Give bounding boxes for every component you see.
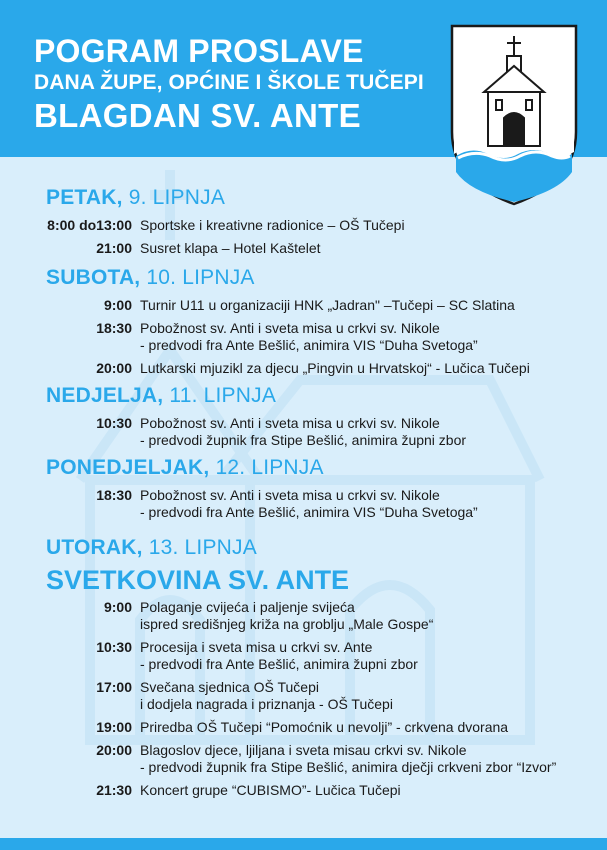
list-item [0, 599, 607, 633]
footer-bar [0, 838, 607, 850]
event-time: 21:00 [96, 240, 132, 256]
list-item [0, 639, 607, 673]
event-time: 17:00 [96, 679, 132, 695]
list-item [0, 742, 607, 776]
event-time: 9:00 [103, 599, 132, 615]
event-line: ispred središnjeg križa na groblju „Male Gospe“ [140, 616, 434, 632]
list-item [0, 719, 607, 736]
event-description [140, 217, 607, 234]
page-title [34, 34, 444, 134]
list-item [0, 240, 607, 257]
event-time: 20:00 [96, 742, 132, 758]
event-description [140, 599, 607, 633]
event-description [140, 679, 607, 713]
event-line: Turnir U11 u organizaciji HNK „Jadran" –Tučepi – SC Slatina [140, 297, 515, 313]
event-line: - predvodi župnik fra Stipe Bešlić, animira župni zbor [140, 432, 467, 448]
event-time: 9:00 [103, 297, 132, 313]
list-item [0, 360, 607, 377]
event-line: - predvodi fra Ante Bešlić, animira VIS “Duha Svetoga” [140, 337, 478, 353]
day-heading [46, 383, 607, 409]
event-description [140, 360, 607, 377]
event-time: 10:30 [96, 415, 132, 431]
event-description [140, 719, 607, 736]
event-description [140, 639, 607, 673]
event-time: 10:30 [96, 639, 132, 655]
event-line: Polaganje cvijeća i paljenje svijeća [140, 599, 355, 615]
title-line-3: BLAGDAN SV. ANTE [34, 97, 361, 134]
event-line: - predvodi fra Ante Bešlić, animira župni zbor [140, 656, 418, 672]
list-item [0, 782, 607, 799]
day-name: UTORAK, [46, 536, 143, 559]
list-item [0, 679, 607, 713]
event-description [140, 782, 607, 799]
event-time: 8:00 do13:00 [47, 217, 132, 233]
list-item [0, 297, 607, 314]
event-line: Koncert grupe “CUBISMO”- Lučica Tučepi [140, 782, 401, 798]
event-description [140, 742, 607, 776]
program-schedule [0, 185, 607, 805]
day-date: 9. LIPNJA [122, 186, 226, 209]
list-item [0, 217, 607, 234]
event-time: 21:30 [96, 782, 132, 798]
day-name: PETAK, [46, 186, 123, 209]
event-line: Svečana sjednica OŠ Tučepi [140, 679, 319, 695]
event-line: - predvodi župnik fra Stipe Bešlić, animira dječji crkveni zbor “Izvor” [140, 759, 557, 775]
event-line: Pobožnost sv. Anti i sveta misa u crkvi sv. Nikole [140, 320, 440, 336]
event-line: Sportske i kreativne radionice – OŠ Tučepi [140, 217, 405, 233]
list-item [0, 487, 607, 521]
event-description [140, 487, 607, 521]
event-description [140, 240, 607, 257]
event-time: 20:00 [96, 360, 132, 376]
event-description [140, 320, 607, 354]
church-shield-icon [448, 22, 580, 208]
event-line: Susret klapa – Hotel Kaštelet [140, 240, 321, 256]
day-name: SUBOTA, [46, 266, 141, 289]
day-date: 11. LIPNJA [163, 384, 277, 407]
event-line: - predvodi fra Ante Bešlić, animira VIS “Duha Svetoga” [140, 504, 478, 520]
day-date: 13. LIPNJA [142, 536, 257, 559]
day-date: 12. LIPNJA [209, 456, 324, 479]
event-description [140, 297, 607, 314]
day-date: 10. LIPNJA [140, 266, 255, 289]
event-line: Blagoslov djece, ljiljana i sveta misau crkvi sv. Nikole [140, 742, 467, 758]
day-name: PONEDJELJAK, [46, 456, 210, 479]
event-line: Pobožnost sv. Anti i sveta misa u crkvi sv. Nikole [140, 487, 440, 503]
event-line: i dodjela nagrada i priznanja - OŠ Tučepi [140, 696, 393, 712]
event-line: Pobožnost sv. Anti i sveta misa u crkvi sv. Nikole [140, 415, 440, 431]
event-line: Procesija i sveta misa u crkvi sv. Ante [140, 639, 373, 655]
list-item [0, 320, 607, 354]
event-line: Priredba OŠ Tučepi “Pomoćnik u nevolji” - crkvena dvorana [140, 719, 509, 735]
day-heading [46, 455, 607, 481]
event-description [140, 415, 607, 449]
event-time: 18:30 [96, 487, 132, 503]
title-line-2: DANA ŽUPE, OPĆINE I ŠKOLE TUČEPI [34, 71, 424, 94]
day-name: NEDJELJA, [46, 384, 164, 407]
day-heading [46, 535, 607, 561]
event-time: 18:30 [96, 320, 132, 336]
day-heading [46, 265, 607, 291]
list-item [0, 415, 607, 449]
title-line-1: POGRAM PROSLAVE [34, 33, 364, 69]
feast-title: SVETKOVINA SV. ANTE [46, 565, 350, 595]
day-heading [46, 185, 607, 211]
event-line: Lutkarski mjuzikl za djecu „Pingvin u Hrvatskoj“ - Lučica Tučepi [140, 360, 530, 376]
event-time: 19:00 [96, 719, 132, 735]
